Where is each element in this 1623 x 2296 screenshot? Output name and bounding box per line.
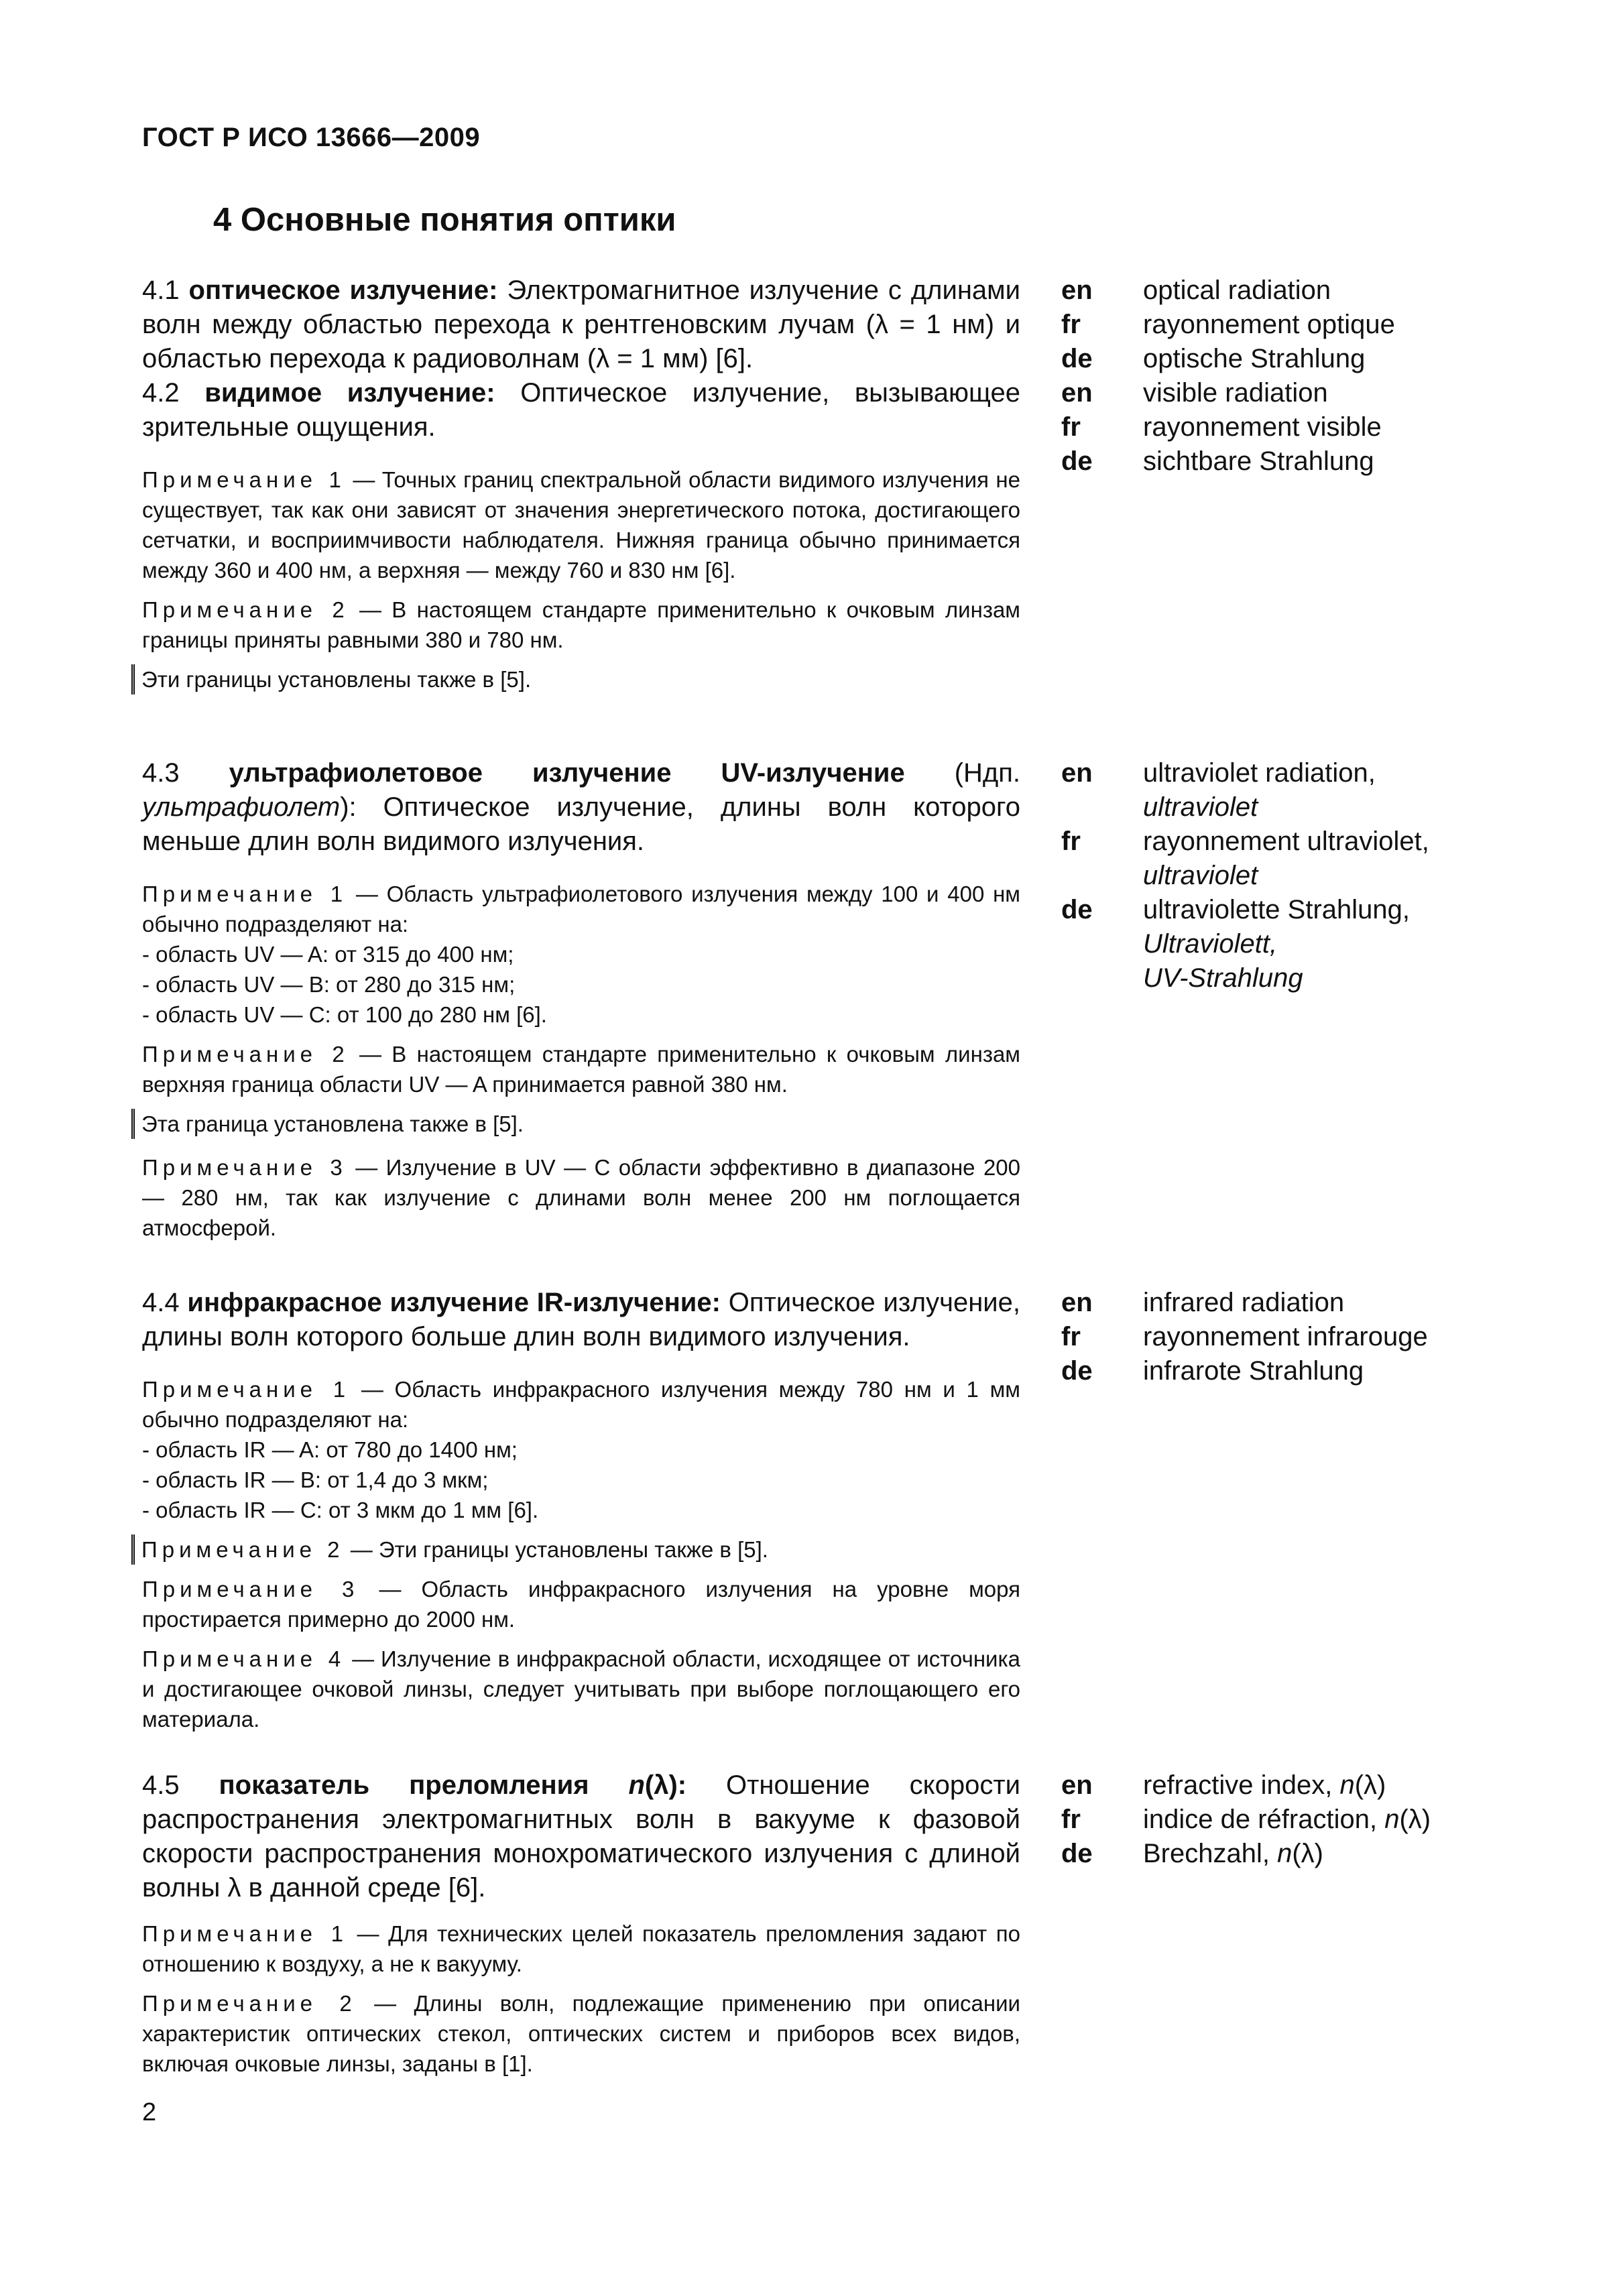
note-4-4-4: Примечание 4 — Излучение в инфракрасной области, исходящее от источника и достигающее очковой линзы, следует учитывать при выборе поглощающего его материала. [142,1646,1020,1732]
translations-4-1-4-2 [1061,274,1477,479]
definition-4-1: 4.1 оптическое излучение: Электромагнитное излучение с длинами волн между областью перехода к рентгеновским лучам (λ = 1 нм) и областью перехода к радиоволнам (λ = 1 мм) [6]. [142,276,1021,373]
note-list-item: - область IR — B: от 1,4 до 3 мкм; [142,1467,489,1492]
change-bar-note-4-3: Эта граница установлена также в [5]. [131,1109,1020,1139]
section-4-4 [142,1286,1020,1734]
translation-row: en optical radiation [1061,276,1331,305]
translation-row: fr rayonnement visible [1061,412,1382,442]
translation-row: en refractive index, n(λ) [1061,1770,1386,1800]
translations-4-4 [1061,1286,1477,1388]
note-list-item: - область IR — C: от 3 мкм до 1 мм [6]. [142,1498,539,1522]
definition-4-3: 4.3 ультрафиолетовое излучение UV-излучение (Ндп. ультрафиолет): Оптическое излучение, длины волн которого меньше длин волн видимого излучения. [142,758,1021,856]
definition-4-4: 4.4 инфракрасное излучение IR-излучение: Оптическое излучение, длины волн которого больше длин волн видимого излучения. [142,1288,1020,1351]
section-4-1-4-2 [142,274,1020,694]
translation-row: fr rayonnement ultraviolet, ultraviolet [1061,827,1429,890]
translation-row: en infrared radiation [1061,1288,1345,1317]
term-4-1: оптическое излучение: [188,276,498,305]
term-4-3: ультрафиолетовое излучение UV-излучение [229,758,905,788]
definition-4-2: 4.2 видимое излучение: Оптическое излучение, вызывающее зрительные ощущения. [142,378,1021,442]
term-4-5: показатель преломления n(λ): [219,1770,687,1800]
section-4-3 [142,756,1020,1243]
note-4-3-2: Примечание 2 — В настоящем стандарте применительно к очковым линзам верхняя граница области UV — A принимается равной 380 нм. [142,1042,1020,1097]
section-4-5 [142,1768,1020,2079]
translation-row: de infrarote Strahlung [1061,1356,1364,1386]
translation-row: de Brechzahl, n(λ) [1061,1839,1323,1868]
definition-4-5: 4.5 показатель преломления n(λ): Отношение скорости распространения электромагнитных волн в вакууме к фазовой скорости распространения монохроматического излучения с длиной волны λ в данной среде [6]. [142,1770,1020,1902]
page-number: 2 [142,2098,157,2126]
note-list-item: - область IR — A: от 780 до 1400 нм; [142,1437,518,1462]
translations-4-3 [1061,756,1477,995]
note-4-5-2: Примечание 2 — Длины волн, подлежащие применению при описании характеристик оптических стекол, оптических систем и приборов всех видов, включая очковые линзы, заданы в [1]. [142,1991,1020,2076]
translation-row: en visible radiation [1061,378,1328,408]
note-4-4-3: Примечание 3 — Область инфракрасного излучения на уровне моря простирается примерно до 2000 нм. [142,1577,1020,1632]
note-list-item: - область UV — B: от 280 до 315 нм; [142,972,516,997]
translation-row: de sichtbare Strahlung [1061,446,1374,476]
section-title: 4 Основные понятия оптики [213,202,676,238]
note-4-3-3: Примечание 3 — Излучение в UV — C области эффективно в диапазоне 200 — 280 нм, так как излучение с длинами волн менее 200 нм поглощается атмосферой. [142,1155,1020,1240]
note-4-2-1: Примечание 1 — Точных границ спектральной области видимого излучения не существует, так как они зависят от значения энергетического потока, достигающего сетчатки, и восприимчивости наблюдателя. Нижняя граница обычно принимается между 360 и 400 нм, а верхняя — между 760 и 830 нм [6]. [142,467,1020,583]
note-4-3-1: Примечание 1 — Область ультрафиолетового излучения между 100 и 400 нм обычно подразделяют на: [142,882,1020,936]
note-4-5-1: Примечание 1 — Для технических целей показатель преломления задают по отношению к воздуху, а не к вакууму. [142,1921,1020,1976]
translation-row: fr rayonnement optique [1061,310,1395,339]
note-4-4-2: Примечание 2 — Эти границы установлены также в [5]. [131,1534,1020,1565]
translation-row: fr rayonnement infrarouge [1061,1322,1428,1351]
page-header: ГОСТ Р ИСО 13666—2009 [142,123,481,152]
note-4-4-1: Примечание 1 — Область инфракрасного излучения между 780 нм и 1 мм обычно подразделяют на: [142,1377,1020,1432]
note-list-item: - область UV — C: от 100 до 280 нм [6]. [142,1002,547,1027]
change-bar-note-4-2: Эти границы установлены также в [5]. [131,664,1020,694]
translation-row: de ultraviolette Strahlung, Ultraviolett, UV-Strahlung [1061,895,1410,993]
translations-4-5 [1061,1768,1477,1871]
note-list-item: - область UV — A: от 315 до 400 нм; [142,942,514,967]
term-4-2: видимое излучение: [204,378,495,408]
note-4-2-2: Примечание 2 — В настоящем стандарте применительно к очковым линзам границы приняты равными 380 и 780 нм. [142,597,1020,652]
translation-row: fr indice de réfraction, n(λ) [1061,1805,1431,1834]
translation-row: en ultraviolet radiation, ultraviolet [1061,758,1376,822]
translation-row: de optische Strahlung [1061,344,1366,373]
term-4-4: инфракрасное излучение IR-излучение: [187,1288,721,1317]
